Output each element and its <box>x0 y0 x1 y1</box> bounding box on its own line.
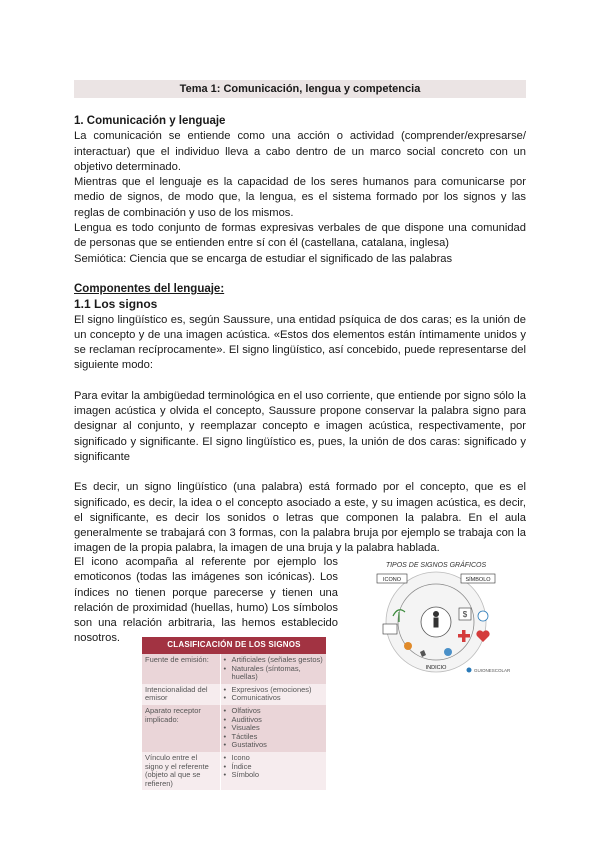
label-indicio: INDICIO <box>425 665 447 671</box>
fire-icon <box>404 642 412 650</box>
paragraph-comunicacion: La comunicación se entiende como una acción o actividad (comprender/expresarse/ interactuar) que el individuo lleva a cabo dentro de un marco social concreto con un objetivo determinado. <box>74 130 526 173</box>
classification-table <box>142 637 326 790</box>
section-heading-componentes: Componentes del lenguaje: <box>74 282 225 295</box>
table-item: • Expresivos (emociones) <box>224 686 324 695</box>
svg-text:$: $ <box>462 610 468 619</box>
sign-types-diagram <box>345 556 527 680</box>
table-row <box>142 705 326 752</box>
drop-icon <box>444 648 452 656</box>
table-key: Intencionalidad del emisor <box>142 684 220 705</box>
label-icono: ICONO <box>382 577 402 583</box>
table-key: Fuente de emisión: <box>142 654 220 684</box>
paragraph-signo-linguistico: Es decir, un signo lingüístico (una palabra) está formado por el concepto, que es el significado, es decir, la idea o el concepto asociado a este, y su imagen acústica, es decir, el significante, es decir los sonidos o letras que componen la palabra. En el aula generalmente se trabajará con 3 formas, con la palabra bruja por ejemplo se trabaja con la imagen de la propia palabra, la imagen de una bruja y la palabra hablada. <box>74 481 526 555</box>
table-item: • Símbolo <box>224 771 324 780</box>
table-row <box>142 654 326 684</box>
paragraph-icono: El icono acompaña al referente por ejemplo los emoticonos (todas las imágenes son icónicas). Los índices no tienen porque parecerse y tienen una relación de proximidad (huellas, humo) Los símbolos son una relación arbitraria, las hemos establecido nosotros. <box>74 556 338 645</box>
document-title: Tema 1: Comunicación, lengua y competencia <box>74 80 526 98</box>
table-item: • Táctiles <box>224 733 324 742</box>
diagram-title: TIPOS DE SIGNOS GRÁFICOS <box>385 562 487 569</box>
dollar-icon <box>459 608 471 620</box>
table-item: • Icono <box>224 754 324 763</box>
table-header: CLASIFICACIÓN DE LOS SIGNOS <box>142 637 326 654</box>
table-item: • Visuales <box>224 724 324 733</box>
table-item: • Auditivos <box>224 716 324 725</box>
table-row <box>142 752 326 790</box>
logo-icon <box>467 668 472 673</box>
table-key: Vínculo entre el signo y el referente (objeto al que se refieren) <box>142 752 220 790</box>
label-simbolo: SÍMBOLO <box>465 577 491 583</box>
diagram-footer: GUIONESCOLAR <box>474 668 511 673</box>
table-item: • Artificiales (señales gestos) <box>224 656 324 665</box>
table-item: • Gustativos <box>224 741 324 750</box>
person-icon <box>433 611 439 628</box>
subheading-signos: 1.1 Los signos <box>74 297 158 312</box>
table-item: • Índice <box>224 763 324 772</box>
paragraph-ambiguedad: Para evitar la ambigüedad terminológica en el uso corriente, que entiende por signo sólo la imagen acústica y olvida el concepto, Saussure propone conservar la palabra signo para designar al conjunto, y reemplazar concepto e imagen acústica, respectivamente, por significado y significante. El signo lingüístico es, pues, la unión de dos caras: significado y significante <box>74 389 526 463</box>
paragraph-lengua: Lengua es todo conjunto de formas expresivas verbales de que dispone una comunidad de personas que se entienden entre sí con él (castellana, catalana, inglesa) <box>74 222 526 250</box>
table-key: Aparato receptor implicado: <box>142 705 220 752</box>
euro-icon <box>478 611 488 621</box>
red-cross-bar <box>458 634 470 638</box>
table-row <box>142 684 326 705</box>
main-content <box>74 114 526 557</box>
paragraph-semiotica: Semiótica: Ciencia que se encarga de estudiar el significado de las palabras <box>74 252 453 265</box>
paragraph-lenguaje: Mientras que el lenguaje es la capacidad de los seres humanos para comunicarse por medio de signos, de modo que, la lengua, es el sistema formado por los signos y las reglas de combinación y uso de los mismos. <box>74 176 526 219</box>
book-icon <box>383 624 397 634</box>
table-item: • Comunicativos <box>224 694 324 703</box>
paragraph-saussure: El signo lingüístico es, según Saussure, una entidad psíquica de dos caras; es la unión de un concepto y de una imagen acústica. «Estos dos elementos están íntimamente unidos y se reclaman recíprocamente». El signo lingüístico, así concebido, puede representarse del siguiente modo: <box>74 313 526 372</box>
section-heading-comunicacion: 1. Comunicación y lenguaje <box>74 115 226 127</box>
table-item: • Olfativos <box>224 707 324 716</box>
table-item: • Naturales (síntomas, huellas) <box>224 665 324 682</box>
